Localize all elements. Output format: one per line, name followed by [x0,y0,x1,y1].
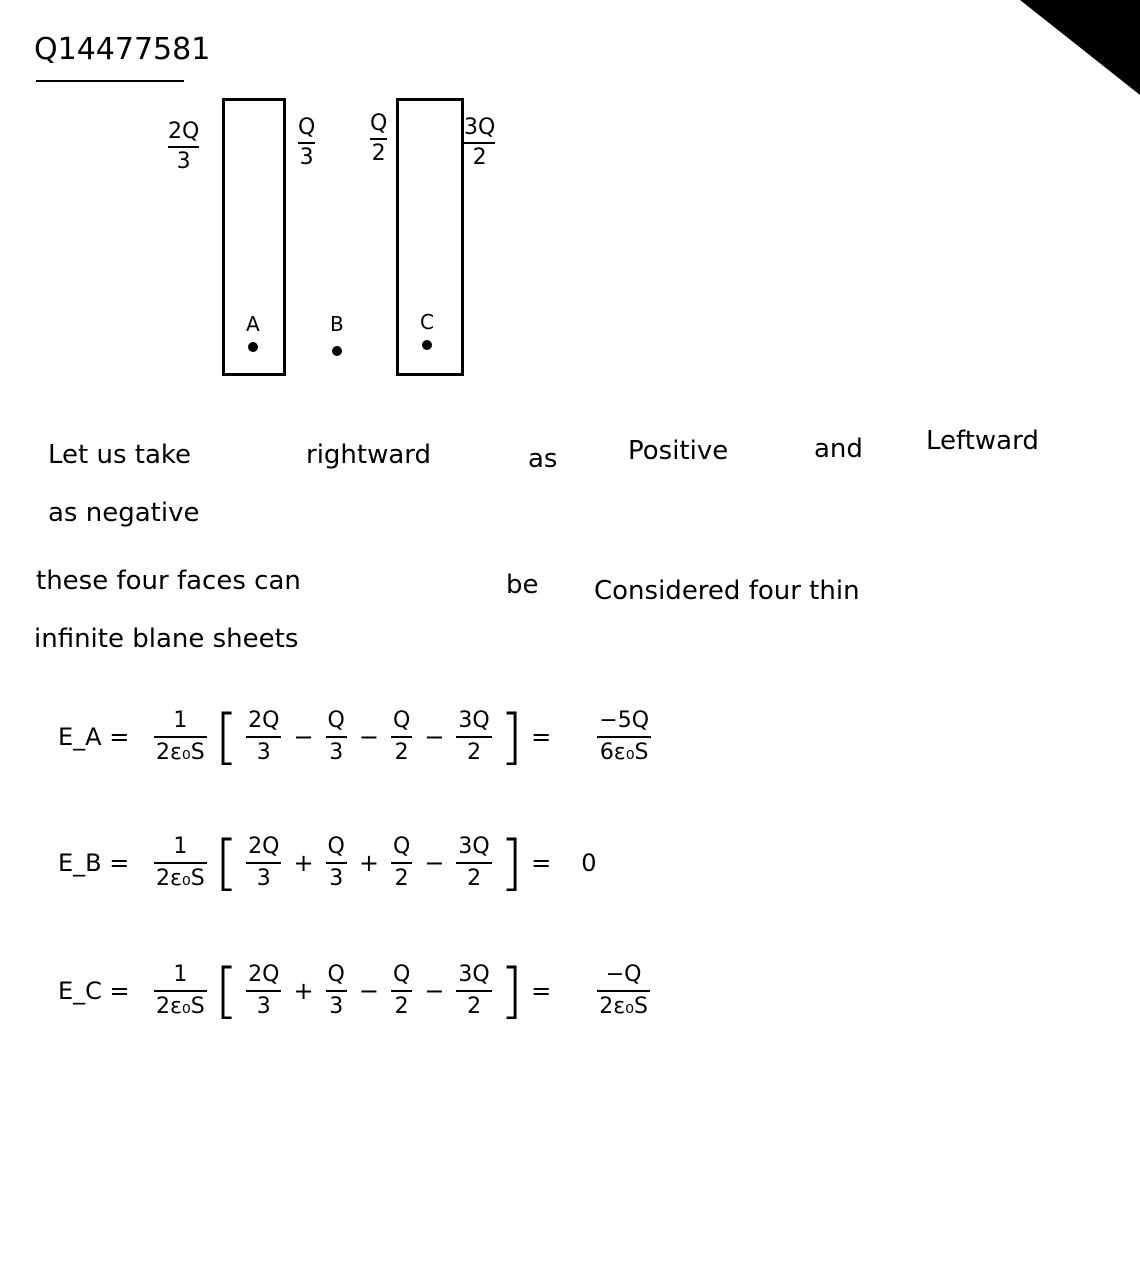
fraction-bar [456,862,491,864]
fraction-denominator: 2 [467,994,482,1019]
text-line1-part4: Positive [628,436,729,466]
text-line3-part3: Considered four thin [594,576,860,606]
text-line1-part1: Let us take [48,440,192,470]
equation-lhs: E_B = [58,849,130,877]
fraction-numerator: 1 [173,708,188,733]
text-line3-part1: these four faces can [36,566,301,596]
result-value: 0 [581,849,597,877]
fraction-numerator: 2Q [248,962,280,987]
equation-lhs: E_C = [58,977,130,1005]
fraction-denominator: 3 [329,866,344,891]
fraction-denominator: 2ε₀S [599,994,648,1019]
fraction-bar [246,862,281,864]
operator-sign: − [424,977,445,1005]
point-b-dot [332,346,342,356]
equation-row [58,946,656,1036]
prefix-fraction [154,834,207,892]
fraction-numerator: 2Q [248,708,280,733]
term-fraction [391,834,412,892]
plate-2 [396,98,464,376]
fraction-bar [326,990,347,992]
fraction-bar [154,862,207,864]
charge-label-right-face-plate1: Q 3 [298,115,316,170]
fraction-bar [456,990,491,992]
term-fraction [391,708,412,766]
question-id-underline [36,80,184,82]
operator-sign: + [293,849,314,877]
fraction-denominator: 2ε₀S [156,994,205,1019]
term-fraction [246,962,281,1020]
fraction-denominator: 3 [329,994,344,1019]
fraction-numerator: Q [392,834,411,859]
point-label-c: C [420,310,434,334]
fraction-denominator: 2ε₀S [156,866,205,891]
fraction-denominator: 2 [394,994,409,1019]
fraction-bar [391,736,412,738]
operator-sign: − [424,723,445,751]
charge-label-right-face-plate2: 3Q 2 [464,115,496,170]
fraction-bar [391,862,412,864]
point-a-dot [248,342,258,352]
fraction-numerator: 3Q [458,962,490,987]
scan-corner-artifact [1020,0,1140,95]
left-bracket: [ [214,828,239,898]
question-id: Q14477581 [34,32,211,67]
text-line1-part6: Leftward [926,426,1039,456]
result-fraction [597,708,651,766]
text-line1-part3: as [528,444,558,474]
fraction-denominator: 3 [256,740,271,765]
left-bracket: [ [214,702,239,772]
fraction-bar [246,736,281,738]
point-label-b: B [330,312,344,336]
equation-row [58,818,597,908]
fraction-numerator: 1 [173,834,188,859]
point-label-a: A [246,312,260,336]
term-fraction [456,962,491,1020]
fraction-bar [597,736,651,738]
term-fraction [326,962,347,1020]
fraction-numerator: −5Q [599,708,650,733]
fraction-bar [456,736,491,738]
fraction-denominator: 2 [467,866,482,891]
fraction-denominator: 2 [467,740,482,765]
fraction-denominator: 2 [394,740,409,765]
fraction-bar [246,990,281,992]
operator-sign: + [293,977,314,1005]
right-bracket: ] [499,828,524,898]
equals-sign: = [531,849,552,877]
term-fraction [326,834,347,892]
term-fraction [391,962,412,1020]
text-line4: infinite blane sheets [34,624,299,654]
equals-sign: = [531,723,552,751]
prefix-fraction [154,962,207,1020]
charge-label-left-face-plate2: Q 2 [370,111,388,166]
operator-sign: − [293,723,314,751]
operator-sign: − [358,723,379,751]
fraction-numerator: −Q [605,962,642,987]
equation-lhs: E_A = [58,723,130,751]
prefix-fraction [154,708,207,766]
fraction-bar [154,990,207,992]
fraction-bar [326,862,347,864]
right-bracket: ] [499,702,524,772]
fraction-bar [597,990,650,992]
term-fraction [246,834,281,892]
text-line3-part2: be [506,570,539,600]
text-line2: as negative [48,498,200,528]
charge-label-left-face-plate1: 2Q 3 [168,119,200,174]
fraction-numerator: 1 [173,962,188,987]
fraction-numerator: 3Q [458,834,490,859]
equals-sign: = [531,977,552,1005]
left-bracket: [ [214,956,239,1026]
operator-sign: + [358,849,379,877]
fraction-denominator: 3 [329,740,344,765]
equation-row [58,692,657,782]
term-fraction [456,708,491,766]
term-fraction [246,708,281,766]
fraction-numerator: Q [327,834,345,859]
fraction-bar [326,736,347,738]
fraction-bar [391,990,412,992]
fraction-numerator: Q [327,708,345,733]
fraction-denominator: 3 [256,866,271,891]
text-line1-part2: rightward [306,440,432,470]
fraction-numerator: Q [392,708,411,733]
fraction-bar [154,736,207,738]
operator-sign: − [358,977,379,1005]
right-bracket: ] [499,956,524,1026]
point-c-dot [422,340,432,350]
fraction-denominator: 3 [256,994,271,1019]
operator-sign: − [424,849,445,877]
result-fraction [597,962,650,1020]
fraction-denominator: 6ε₀S [599,740,649,765]
fraction-numerator: Q [327,962,345,987]
fraction-numerator: 3Q [458,708,490,733]
fraction-numerator: 2Q [248,834,280,859]
term-fraction [326,708,347,766]
fraction-numerator: Q [392,962,411,987]
text-line1-part5: and [814,434,863,464]
fraction-denominator: 2 [394,866,409,891]
fraction-denominator: 2ε₀S [156,740,205,765]
term-fraction [456,834,491,892]
